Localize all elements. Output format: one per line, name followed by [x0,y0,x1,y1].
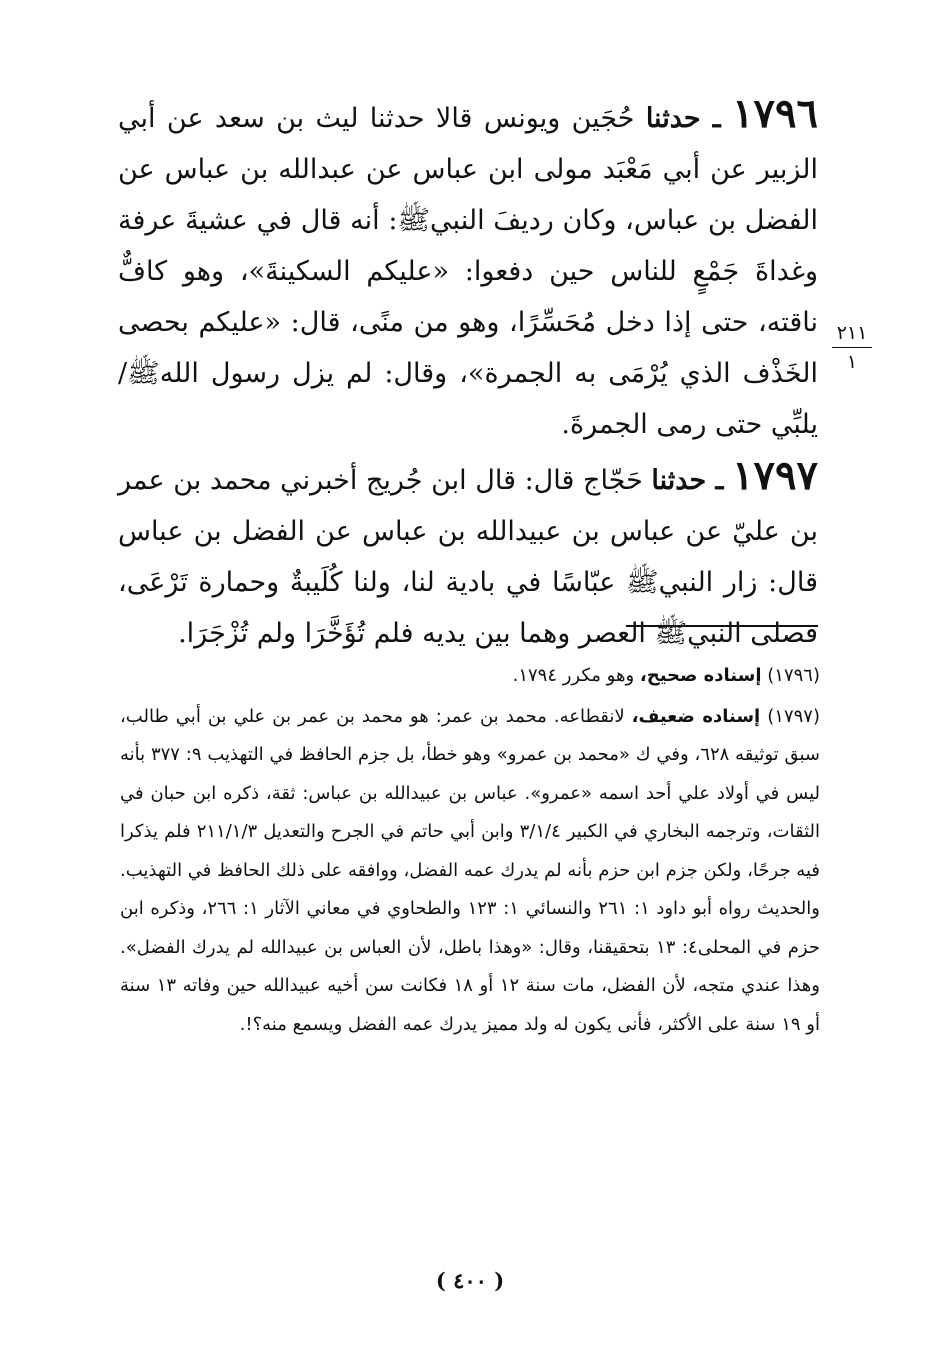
hadith-number: ١٧٩٦ [732,90,818,137]
margin-reference-part: ١ [846,351,858,373]
margin-reference [832,322,872,373]
footnotes-block [120,657,820,1046]
hadith-number: ١٧٩٧ [732,452,818,499]
footnote-text: لانقطاعه. محمد بن عمر: هو محمد بن عمر بن علي بن أبي طالب، سبق توثيقه ٦٢٨، وفي ك «محمد بن عمرو» وهو خطأ، بل جزم الحافظ في التهذيب ٩: ٣٧٧ بأنه ليس في أولاد علي أحد اسمه «عمرو». عباس بن عبيدالله بن عباس: ثقة، ذكره ابن حبان في الثقات، وترجمه البخاري في الكبير ٣/١/٤ وابن أبي حاتم في الجرح والتعديل ٢١١/١/٣ فلم يذكرا فيه جرحًا، ولكن جزم ابن حزم بأنه لم يدرك عمه الفضل، ووافقه على ذلك الحافظ في التهذيب. والحديث رواه أبو داود ١: ٢٦١ والنسائي ١: ١٢٣ والطحاوي في معاني الآثار ١: ٢٦٦، وذكره ابن حزم في المحلى٤: ١٣ بتحقيقنا، وقال: «وهذا باطل، لأن العباس بن عبيدالله لم يدرك الفضل». وهذا عندي متجه، لأن الفضل، مات سنة ١٢ أو ١٨ فكانت سن أخيه عبيدالله حين وفاته ١٣ سنة أو ١٩ سنة على الأكثر، فأنى يكون له ولد مميز يدرك عمه الفضل ويسمع منه؟!. [120,705,820,1035]
hadith-1797 [118,450,818,659]
hadith-lead: ـ حدثنا [651,465,724,496]
footnote-divider [626,625,818,627]
footnote-text: وهو مكرر ١٧٩٤. [512,665,635,686]
hadith-lead: ـ حدثنا [645,103,721,134]
margin-reference-volume-page: ٢١١ [832,322,872,348]
page-number: ( ٤٠٠ ) [435,1268,505,1293]
footnote-grade: إسناده ضعيف، [631,705,761,727]
hadith-text: حَجّاج قال: قال ابن جُريج أخبرني محمد بن عمر بن عليّ عن عباس بن عبيدالله بن عباس عن الفضل بن عباس قال: زار النبيﷺ عبّاسًا في بادية لنا، ولنا كُلَيبةٌ وحمارة تَرْعَى، فصلى النبيﷺ العصر وهما بين يديه فلم تُؤَخَّرَا ولم تُزْجَرَا. [118,465,818,649]
footnote-grade: إسناده صحيح، [639,665,762,686]
footnote-1796 [120,657,820,696]
footnote-number: (١٧٩٦) [767,665,820,686]
footnote-number: (١٧٩٧) [767,705,820,727]
main-text-block [118,88,818,659]
footnote-1797 [120,698,820,1045]
hadith-text: حُجَين ويونس قالا حدثنا ليث بن سعد عن أبي الزبير عن أبي مَعْبَد مولى ابن عباس عن عبدالله بن عباس عن الفضل بن عباس، وكان رديفَ النبيﷺ: أنه قال في عشيةَ عرفة وغداةَ جَمْعٍ للناس حين دفعوا: «عليكم السكينةَ»، وهو كافٌّ ناقته، حتى إذا دخل مُحَسِّرًا، وهو من منًى، قال: «عليكم بحصى الخَذْف الذي يُرْمَى به الجمرة»، وقال: لم يزل رسول اللهﷺ/ يلبِّي حتى رمى الجمرةَ. [118,103,818,440]
hadith-1796 [118,88,818,450]
